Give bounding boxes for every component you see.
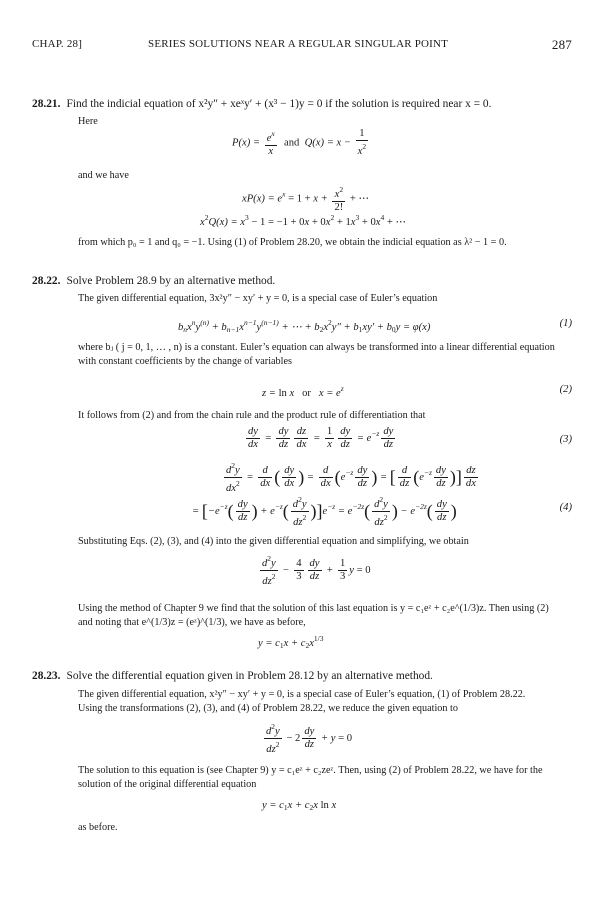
solution-text-2: and noting that e^(1/3)z = (eᶻ)^(1/3), we have as before, <box>78 617 306 628</box>
equation-P-Q: P(x) = $\frac{e^x}{x}$ and Q(x) = x − $\frac{1}{x^2}$ <box>232 128 367 157</box>
problem-28-23-text-3: The solution to this equation is (see Chapter 9) y = c₁eᶻ + c₂zeᶻ. Then, using (2) of Problem 28.22, we have for the <box>78 765 543 776</box>
page-number: 287 <box>551 37 572 52</box>
equation-first-derivative: $\frac{dy}{dx}$ = $\frac{dy}{dz}$ $\frac{dz}{dx}$ = $\frac{1}{x}$ $\frac{dy}{dz}$ = $e^{-z}$ $\frac{dy}{dz}$ <box>248 426 394 450</box>
problem-28-22-heading <box>32 275 275 287</box>
running-title: SERIES SOLUTIONS NEAR A REGULAR SINGULAR POINT <box>148 38 449 50</box>
problem-statement: Solve Problem 28.9 by an alternative method. <box>66 275 276 287</box>
problem-28-23-text-4: solution of the original differential equation <box>78 779 257 790</box>
problem-statement: Find the indicial equation of x²y″ + xeˣy′ + (x³ − 1)y = 0 if the solution is required near x = 0. <box>66 98 492 110</box>
problem-28-23-text-1: The given differential equation, x²y″ − xy′ + y = 0, is a special case of Euler’s equation, (1) of Problem 28.22. <box>78 689 526 700</box>
equation-transformed-2: $\frac{d^2y}{dz^2}$ − 2 $\frac{dy}{dz}$ + y = 0 <box>266 722 353 755</box>
euler-intro-text: The given differential equation, 3x²y″ − xy′ + y = 0, is a special case of Euler’s equation <box>78 293 438 304</box>
as-before-text: as before. <box>78 822 118 833</box>
chain-rule-text: It follows from (2) and from the chain rule and the product rule of differentiation that <box>78 410 426 421</box>
equation-number-4: (4) <box>559 502 572 513</box>
equation-solution-1: $y = c1x + c2x^{1/3}$ <box>258 634 324 650</box>
problem-number: 28.21. <box>32 98 61 110</box>
problem-28-21-heading <box>32 98 491 110</box>
equation-xP-series: $xP(x) = e^x = 1 + x$ + $\frac{x^2}{2!}$ + ⋯ <box>242 185 370 213</box>
equation-transformed-1: $\frac{d^2y}{dz^2}$ − $\frac{4}{3}$ $\frac{dy}{dz}$ + $\frac{1}{3}$ y = 0 <box>262 554 371 587</box>
equation-second-derivative-a: $\frac{d^2y}{dx^2}$ = $\frac{d}{dx}$ ( $\frac{dy}{dx}$ ) = $\frac{d}{dx}$ ($e^{-z}$ $\frac{dy}{dz}$ ) = [ $\frac{d}{dz}$ ($e^{-z}$ $\frac{dy}{dz}$ )] $\frac{dz}{dx}$ <box>226 461 476 494</box>
equation-solution-2: y = c1x + c2x ln x <box>262 800 337 812</box>
and-we-have-text: and we have <box>78 170 129 181</box>
euler-transform-text: where bⱼ ( j = 0, 1, … , n) is a constant. Euler’s equation can always be transformed into a linear differential equation <box>78 342 555 353</box>
equation-euler: $bnx^ny^{(n)} + bn-1x^{n-1}y^{(n-1)}$ + ⋯ + $b2x^2y'' + b1xy' + b0y = \varphi(x)$ <box>178 318 431 334</box>
equation-x2Q-series: $x^2Q(x) = x^3 - 1 = -1 + 0x + 0x^2 + 1x^3 + 0x^4$ + ⋯ <box>200 213 407 228</box>
equation-number-3: (3) <box>559 434 572 445</box>
problem-28-23-text-2: Using the transformations (2), (3), and (4) of Problem 28.22, we reduce the given equation to <box>78 703 458 714</box>
problem-statement: Solve the differential equation given in Problem 28.12 by an alternative method. <box>66 670 433 682</box>
indicial-result-text: from which p₀ = 1 and q₀ = −1. Using (1) of Problem 28.20, we obtain the indicial equation as λ² − 1 = 0. <box>78 237 507 248</box>
problem-number: 28.22. <box>32 275 61 287</box>
here-text: Here <box>78 116 98 127</box>
substitution-text: Substituting Eqs. (2), (3), and (4) into the given differential equation and simplifying, we obtain <box>78 536 469 547</box>
problem-28-23-heading <box>32 670 433 682</box>
equation-second-derivative-b: = [$-e^{-z}$( $\frac{dy}{dz}$ ) + $e^{-z}$( $\frac{d^2y}{dz^2}$ )]$e^{-z} = e^{-2z}$( $\frac{d^2y}{dz^2}$ ) − $e^{-2z}$( $\frac{dy}{dz}$ ) <box>192 495 457 528</box>
equation-number-2: (2) <box>559 384 572 395</box>
solution-text-1: Using the method of Chapter 9 we find that the solution of this last equation is y = c₁eᶻ + c₂e^(1/3)z. Then using (2) <box>78 603 549 614</box>
chapter-label: CHAP. 28] <box>32 38 83 50</box>
problem-number: 28.23. <box>32 670 61 682</box>
euler-transform-text-2: with constant coefficients by the change of variables <box>78 356 292 367</box>
equation-change-of-variables: z = ln x or $x = e^z$ <box>262 384 344 399</box>
equation-number-1: (1) <box>559 318 572 329</box>
